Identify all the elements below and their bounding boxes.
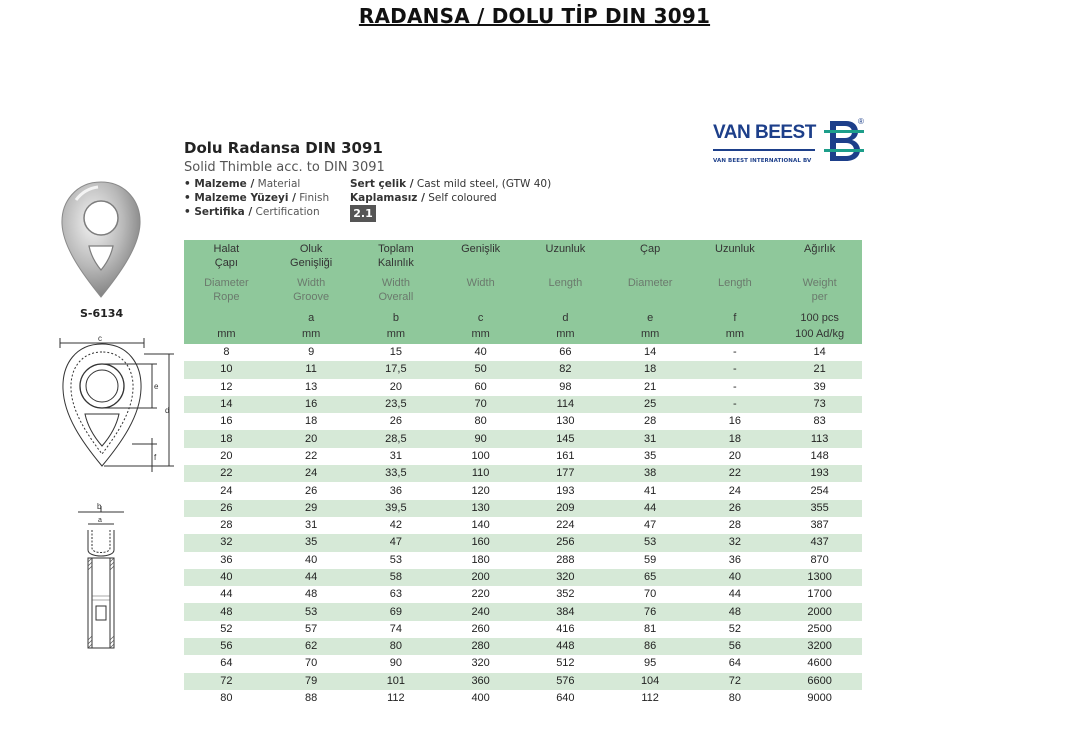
table-cell: 23,5 [354, 396, 439, 413]
header-label-tr [608, 240, 693, 267]
column-header-4 [523, 240, 608, 344]
table-cell: 26 [305, 484, 318, 497]
table-cell: 40 [305, 553, 318, 566]
header-en-line: Diameter [204, 277, 249, 289]
table-cell: 416 [556, 622, 575, 635]
table-cell: 288 [556, 553, 575, 566]
table-cell: 58 [354, 569, 439, 586]
table-cell: 20 [728, 449, 741, 462]
table-row [184, 569, 862, 586]
table-cell: 44 [220, 588, 233, 601]
table-row [184, 603, 862, 620]
table-cell: 57 [305, 622, 318, 635]
table-cell: 352 [556, 588, 575, 601]
header-en-line: Weight [802, 277, 837, 289]
header-unit: mm [725, 328, 745, 340]
table-row [184, 379, 862, 396]
table-cell: 80 [220, 692, 233, 705]
table-cell: 280 [438, 638, 523, 655]
header-label-en [608, 267, 693, 312]
header-symbol: a [308, 312, 315, 324]
table-cell: 28,5 [354, 430, 439, 447]
table-cell: 11 [269, 361, 354, 378]
table-cell: 224 [556, 519, 575, 532]
table-row [184, 430, 862, 447]
table-cell: 101 [354, 673, 439, 690]
table-cell: 100 [471, 449, 490, 462]
table-cell: 53 [608, 534, 693, 551]
table-cell: 79 [269, 673, 354, 690]
table-cell: 56 [693, 638, 778, 655]
header-symbol [184, 312, 269, 328]
header-symbol: e [647, 312, 654, 324]
table-cell: 44 [608, 500, 693, 517]
spec-finish-value: Kaplamasız / Self coloured [350, 192, 497, 204]
table-cell: 2000 [777, 603, 862, 620]
table-row [184, 396, 862, 413]
table-cell: 24 [220, 484, 233, 497]
header-symbol: f [733, 312, 737, 324]
table-cell: 65 [608, 569, 693, 586]
dim-label-c: c [98, 334, 102, 343]
header-label-tr [269, 240, 354, 267]
dim-label-a: a [98, 517, 102, 524]
table-row [184, 448, 862, 465]
logo-underline [713, 149, 815, 151]
column-header-0 [184, 240, 269, 344]
header-label-tr [438, 240, 523, 267]
table-cell: 20 [220, 449, 233, 462]
header-label-en [438, 267, 523, 312]
table-cell: 512 [556, 657, 575, 670]
spec-certification-label: • Sertifika / Certification [184, 206, 320, 218]
technical-drawing-side [70, 500, 132, 658]
table-cell: 64 [728, 657, 741, 670]
dim-label-b: b [97, 502, 102, 511]
table-cell: 22 [305, 449, 318, 462]
column-header-7 [777, 240, 862, 344]
sku-label: S-6134 [80, 307, 124, 320]
table-cell: 256 [523, 534, 608, 551]
table-cell: 32 [693, 534, 778, 551]
table-cell: 56 [184, 638, 269, 655]
table-cell: 39 [813, 380, 826, 393]
table-cell: 384 [523, 603, 608, 620]
table-cell: 76 [608, 603, 693, 620]
table-cell: 21 [777, 361, 862, 378]
table-header-row [184, 240, 862, 344]
table-cell: 74 [389, 622, 402, 635]
table-cell: 112 [387, 692, 405, 705]
table-cell: 110 [438, 465, 523, 482]
spec-finish-label: • Malzeme Yüzeyi / Finish [184, 192, 330, 204]
column-header-3 [438, 240, 523, 344]
table-cell: 31 [305, 519, 318, 532]
table-cell: 448 [523, 638, 608, 655]
table-cell: 44 [728, 588, 741, 601]
dim-label-e: e [154, 382, 159, 391]
table-cell: 161 [556, 449, 575, 462]
header-tr-line: Toplam [378, 243, 414, 255]
table-cell: 130 [438, 500, 523, 517]
table-cell: 52 [728, 622, 741, 635]
header-en-line: Diameter [627, 277, 673, 289]
header-symbol: c [477, 312, 484, 324]
table-cell: 130 [556, 415, 575, 428]
column-header-5 [608, 240, 693, 344]
table-cell: 18 [184, 430, 269, 447]
table-cell: 28 [644, 415, 657, 428]
table-cell: 18 [305, 415, 318, 428]
table-cell: 1700 [807, 588, 832, 601]
table-cell: 26 [184, 500, 269, 517]
table-cell: 72 [693, 673, 778, 690]
spec-material-value: Sert çelik / Cast mild steel, (GTW 40) [350, 178, 552, 190]
header-symbol: 100 pcs [800, 312, 839, 324]
table-cell: 26 [389, 415, 402, 428]
page-title: RADANSA / DOLU TİP DIN 3091 [358, 4, 711, 28]
thimble-photo [56, 180, 146, 300]
table-cell: 72 [184, 673, 269, 690]
table-cell: 36 [220, 553, 233, 566]
header-en-line: Groove [293, 290, 330, 303]
table-cell: 64 [220, 657, 233, 670]
table-row [184, 413, 862, 430]
table-cell: 640 [556, 692, 575, 705]
header-tr-line: Uzunluk [715, 243, 755, 255]
header-label-tr [777, 240, 862, 267]
table-cell: 16 [728, 415, 741, 428]
product-subtitle: Solid Thimble acc. to DIN 3091 [184, 160, 385, 175]
table-cell: 15 [389, 346, 402, 359]
table-cell: 40 [474, 346, 487, 359]
header-tr-line: Kalınlık [377, 256, 414, 269]
table-cell: 48 [184, 603, 269, 620]
table-row [184, 621, 862, 638]
header-en-line: Width [466, 277, 495, 289]
table-cell: 9 [308, 346, 315, 359]
column-header-1 [269, 240, 354, 344]
table-cell: 90 [389, 657, 402, 670]
spec-table [184, 240, 862, 707]
table-row [184, 482, 862, 499]
table-cell: 44 [269, 569, 354, 586]
table-cell: 98 [559, 380, 572, 393]
table-cell: 86 [608, 638, 693, 655]
table-cell: 21 [644, 380, 657, 393]
table-cell: 48 [305, 588, 318, 601]
table-cell: 26 [693, 500, 778, 517]
table-cell: 39,5 [354, 500, 439, 517]
table-cell: 60 [474, 380, 487, 393]
header-tr-line: Genişliği [290, 256, 333, 269]
table-row [184, 534, 862, 551]
table-cell: 437 [777, 534, 862, 551]
table-cell: 38 [608, 465, 693, 482]
table-cell: 80 [728, 692, 741, 705]
header-en-line: per [811, 290, 828, 303]
table-cell: 260 [471, 622, 490, 635]
table-cell: 14 [644, 346, 657, 359]
table-cell: 2500 [807, 622, 832, 635]
logo-subtext: VAN BEEST INTERNATIONAL BV [713, 158, 812, 164]
table-cell: 193 [777, 465, 862, 482]
header-label-en [693, 267, 778, 312]
table-cell: 80 [354, 638, 439, 655]
table-cell: 9000 [807, 692, 832, 705]
header-en-line: Length [718, 277, 752, 289]
table-cell: 40 [184, 569, 269, 586]
header-tr-line: Ağırlık [804, 243, 836, 255]
column-header-2 [354, 240, 439, 344]
table-cell: 148 [810, 449, 829, 462]
table-row [184, 500, 862, 517]
table-cell: 200 [438, 569, 523, 586]
table-cell: 52 [220, 622, 233, 635]
table-cell: 120 [471, 484, 490, 497]
table-cell: 36 [389, 484, 402, 497]
table-cell: 160 [438, 534, 523, 551]
table-cell: 12 [220, 380, 233, 393]
dim-label-f: f [154, 453, 157, 462]
table-cell: 24 [728, 484, 741, 497]
table-cell: 47 [644, 519, 657, 532]
table-cell: 870 [810, 553, 829, 566]
table-cell: 33,5 [354, 465, 439, 482]
table-row [184, 586, 862, 603]
table-cell: 240 [438, 603, 523, 620]
table-cell: 220 [471, 588, 490, 601]
table-cell: 320 [471, 657, 490, 670]
table-cell: 387 [810, 519, 829, 532]
table-cell: - [693, 361, 778, 378]
table-cell: 48 [693, 603, 778, 620]
logo-text: VAN BEEST [713, 122, 816, 143]
table-cell: 40 [693, 569, 778, 586]
table-cell: 18 [693, 430, 778, 447]
table-cell: - [693, 396, 778, 413]
table-cell: 14 [184, 396, 269, 413]
header-unit: 100 Ad/kg [795, 328, 845, 340]
table-cell: 28 [728, 519, 741, 532]
table-cell: 16 [269, 396, 354, 413]
table-cell: 25 [608, 396, 693, 413]
table-cell: 193 [556, 484, 575, 497]
header-tr-line: Genişlik [461, 243, 501, 255]
table-cell: 20 [389, 380, 402, 393]
table-cell: 3200 [777, 638, 862, 655]
table-cell: 320 [523, 569, 608, 586]
table-cell: 180 [471, 553, 490, 566]
header-en-line: Width [381, 277, 410, 289]
table-cell: 53 [269, 603, 354, 620]
table-cell: 17,5 [354, 361, 439, 378]
table-cell: 31 [389, 449, 402, 462]
table-cell: 50 [438, 361, 523, 378]
table-cell: 70 [438, 396, 523, 413]
table-cell: 6600 [777, 673, 862, 690]
header-unit: mm [556, 328, 575, 340]
table-cell: 41 [644, 484, 657, 497]
registered-mark: ® [858, 117, 864, 126]
table-cell: 112 [641, 692, 659, 705]
table-cell: 16 [220, 415, 233, 428]
table-cell: 254 [810, 484, 829, 497]
table-cell: 177 [523, 465, 608, 482]
header-tr-line: Çapı [214, 256, 238, 269]
header-symbol: b [392, 312, 399, 324]
table-cell: 36 [728, 553, 741, 566]
header-unit: mm [301, 328, 321, 340]
table-cell: 140 [471, 519, 490, 532]
table-row [184, 673, 862, 690]
table-cell: 145 [523, 430, 608, 447]
table-cell: - [733, 346, 737, 359]
table-cell: 83 [813, 415, 826, 428]
table-cell: 22 [693, 465, 778, 482]
table-cell: 113 [777, 430, 862, 447]
header-label-en [354, 267, 439, 312]
header-unit: mm [386, 328, 406, 340]
header-tr-line: Uzunluk [545, 243, 586, 255]
table-cell: 47 [354, 534, 439, 551]
table-row [184, 552, 862, 569]
table-cell: 576 [523, 673, 608, 690]
header-en-line: Width [297, 277, 326, 289]
header-label-en [523, 267, 608, 312]
table-cell: 80 [474, 415, 487, 428]
table-body [184, 344, 862, 707]
van-beest-logo [713, 116, 863, 168]
table-cell: 69 [354, 603, 439, 620]
technical-drawing-front [52, 334, 177, 490]
header-label-en [777, 267, 862, 312]
spec-material-label: • Malzeme / Material [184, 178, 301, 190]
header-en-line: Rope [213, 290, 240, 303]
table-row [184, 465, 862, 482]
table-cell: - [733, 380, 737, 393]
table-row [184, 361, 862, 378]
table-cell: 70 [644, 588, 657, 601]
header-unit: mm [471, 328, 490, 340]
table-cell: 31 [608, 430, 693, 447]
table-cell: 66 [559, 346, 572, 359]
header-tr-line: Oluk [299, 243, 323, 255]
table-cell: 63 [389, 588, 402, 601]
table-cell: 4600 [807, 657, 832, 670]
table-cell: 22 [184, 465, 269, 482]
table-cell: 81 [644, 622, 657, 635]
table-cell: 42 [389, 519, 402, 532]
header-label-en [269, 267, 354, 312]
header-label-en [184, 267, 269, 312]
table-row [184, 690, 862, 707]
table-cell: 62 [269, 638, 354, 655]
header-label-tr [184, 240, 269, 267]
table-cell: 14 [813, 346, 826, 359]
column-header-6 [693, 240, 778, 344]
table-cell: 13 [305, 380, 318, 393]
table-cell: 35 [269, 534, 354, 551]
certification-badge: 2.1 [350, 205, 376, 222]
table-cell: 32 [184, 534, 269, 551]
table-cell: 10 [184, 361, 269, 378]
header-symbol: d [562, 312, 569, 324]
table-cell: 29 [269, 500, 354, 517]
header-tr-line: Halat [213, 243, 240, 255]
header-en-line: Length [548, 277, 583, 289]
product-title: Dolu Radansa DIN 3091 [184, 139, 383, 157]
table-cell: 209 [523, 500, 608, 517]
header-label-tr [523, 240, 608, 267]
header-label-tr [693, 240, 778, 267]
header-label-tr [354, 240, 439, 267]
table-cell: 82 [523, 361, 608, 378]
table-cell: 90 [438, 430, 523, 447]
dim-label-d: d [165, 406, 170, 415]
logo-b-mark-icon [824, 116, 864, 166]
table-cell: 360 [438, 673, 523, 690]
table-row [184, 638, 862, 655]
table-cell: 53 [389, 553, 402, 566]
table-row [184, 344, 862, 361]
table-cell: 88 [305, 692, 318, 705]
header-unit: mm [640, 328, 660, 340]
header-en-line: Overall [378, 290, 414, 303]
table-cell: 104 [608, 673, 693, 690]
table-cell: 24 [269, 465, 354, 482]
table-cell: 114 [523, 396, 608, 413]
table-row [184, 517, 862, 534]
table-cell: 1300 [777, 569, 862, 586]
table-cell: 73 [777, 396, 862, 413]
table-cell: 18 [608, 361, 693, 378]
table-cell: 8 [223, 346, 230, 359]
table-cell: 35 [644, 449, 657, 462]
table-cell: 70 [305, 657, 318, 670]
header-unit: mm [217, 328, 236, 340]
table-row [184, 655, 862, 672]
table-cell: 20 [269, 430, 354, 447]
table-cell: 59 [644, 553, 657, 566]
table-cell: 95 [644, 657, 657, 670]
table-cell: 400 [471, 692, 490, 705]
table-cell: 28 [220, 519, 233, 532]
header-tr-line: Çap [640, 243, 661, 255]
table-cell: 355 [777, 500, 862, 517]
